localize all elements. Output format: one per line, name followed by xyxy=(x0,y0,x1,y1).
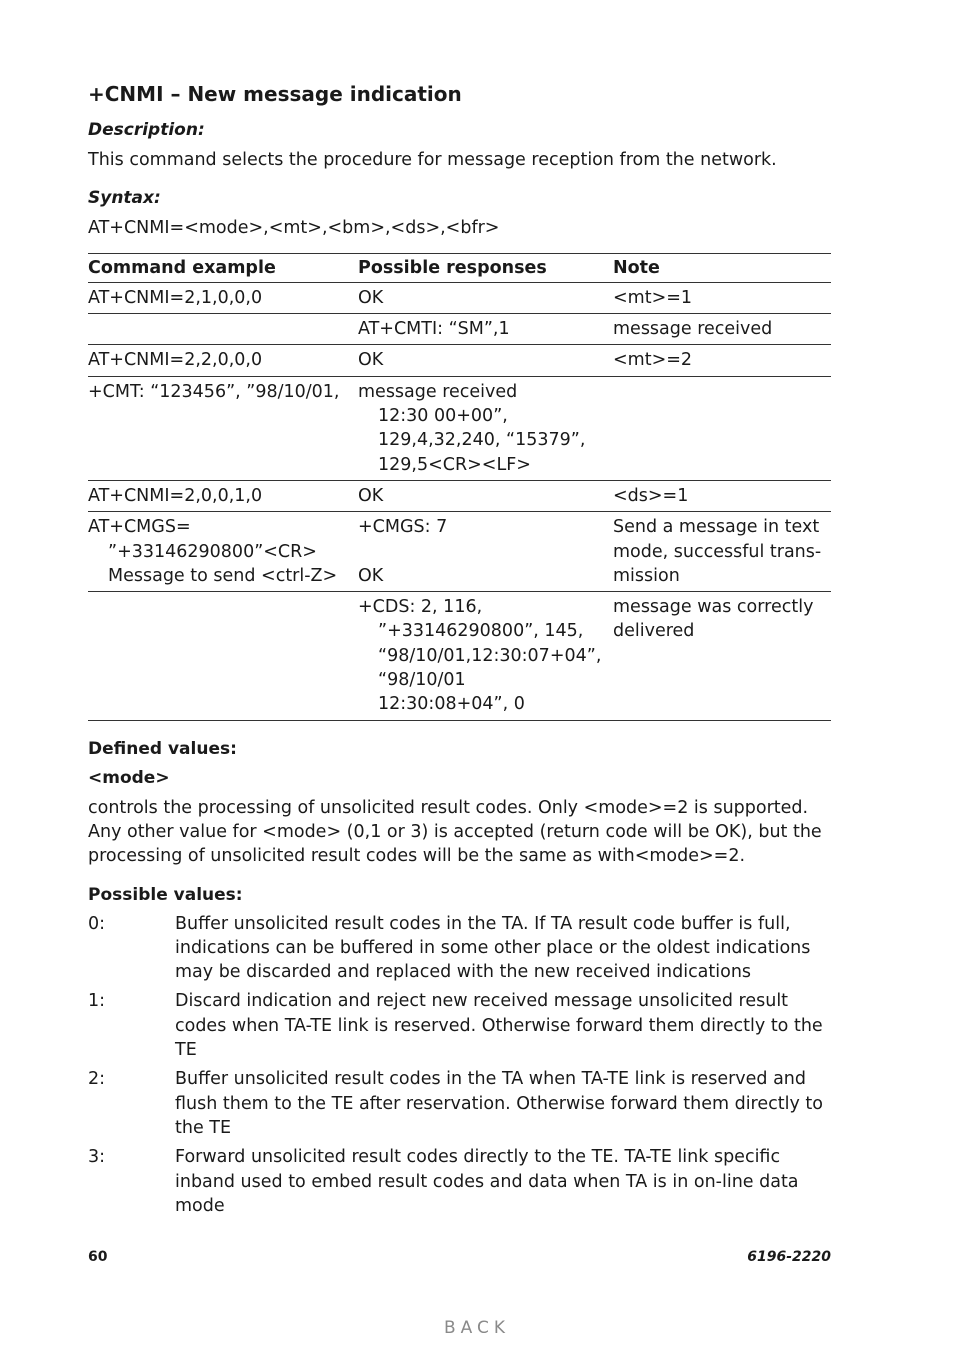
response-cell-line: OK xyxy=(358,485,384,506)
page-number: 60 xyxy=(88,1249,108,1265)
note-cell xyxy=(613,376,831,480)
table-row xyxy=(88,282,831,313)
command-cell-line xyxy=(88,317,358,341)
description-text: This command selects the procedure for message reception from the network. xyxy=(88,150,777,170)
command-cell xyxy=(88,376,358,480)
syntax-label: Syntax: xyxy=(88,188,161,209)
table-row xyxy=(88,592,831,720)
note-cell-line: Send a message in text xyxy=(613,517,820,538)
possible-value-key: 3: xyxy=(88,1147,106,1168)
response-cell-line: message received xyxy=(358,381,518,402)
response-cell xyxy=(358,480,613,511)
command-cell xyxy=(88,345,358,376)
possible-value-text: Buffer unsolicited result codes in the TA. If TA result code buffer is full, indications can be buffered in some other place or the oldest indications may be discarded and replaced with the new received indications xyxy=(175,913,811,983)
command-cell-line: AT+CNMI=2,2,0,0,0 xyxy=(88,350,263,371)
response-cell-line: 129,5<CR><LF> xyxy=(378,454,531,475)
response-cell xyxy=(358,314,613,345)
table-row xyxy=(88,314,831,345)
document-page xyxy=(88,80,831,1218)
section-title: +CNMI – New message indication xyxy=(88,82,462,106)
header-note: Note xyxy=(613,253,831,282)
possible-value-item xyxy=(88,912,831,985)
command-cell-line: AT+CMGS= xyxy=(88,517,191,538)
response-cell-line: “98/10/01 xyxy=(378,670,466,691)
response-cell-line: OK xyxy=(358,287,384,308)
response-cell-line: OK xyxy=(358,350,384,371)
possible-value-item xyxy=(88,1067,831,1140)
table-row xyxy=(88,376,831,480)
command-cell xyxy=(88,314,358,345)
note-cell-line: mode, successful trans- xyxy=(613,541,822,562)
command-cell xyxy=(88,480,358,511)
syntax-text: AT+CNMI=<mode>,<mt>,<bm>,<ds>,<bfr> xyxy=(88,218,500,239)
note-cell xyxy=(613,282,831,313)
mode-label: <mode> xyxy=(88,767,170,788)
possible-values-label: Possible values: xyxy=(88,884,243,905)
command-cell xyxy=(88,282,358,313)
note-cell-line: mission xyxy=(613,565,680,586)
response-cell xyxy=(358,376,613,480)
response-cell-line: +CMGS: 7 xyxy=(358,517,448,538)
possible-value-text: Forward unsolicited result codes directly to the TE. TA-TE link specific inband used to embed result codes and data when TA is in on-line data mode xyxy=(175,1147,799,1216)
description-label: Description: xyxy=(88,120,205,140)
note-cell-line xyxy=(613,380,831,404)
note-cell xyxy=(613,512,831,592)
response-cell-line: 129,4,32,240, “15379”, xyxy=(378,430,586,451)
command-cell-line xyxy=(88,595,358,619)
possible-values-list xyxy=(88,912,831,1219)
command-cell-line: +CMT: “123456”, ”98/10/01, xyxy=(88,381,340,402)
response-cell-line: +CDS: 2, 116, xyxy=(358,597,483,618)
possible-value-key: 0: xyxy=(88,913,106,934)
command-cell-line: AT+CNMI=2,1,0,0,0 xyxy=(88,287,263,308)
possible-value-key: 2: xyxy=(88,1069,106,1090)
header-possible-responses: Possible responses xyxy=(358,253,613,282)
command-cell xyxy=(88,592,358,720)
document-number: 6196-2220 xyxy=(747,1249,831,1265)
possible-value-text: Discard indication and reject new received message unsolicited result codes when TA-TE link is reserved. Otherwise forward them directly to the TE xyxy=(175,991,823,1061)
response-cell-line: ”+33146290800”, 145, xyxy=(378,621,584,642)
note-cell-line: <mt>=1 xyxy=(613,287,693,308)
response-cell-line: 12:30 00+00”, xyxy=(378,406,508,427)
table-row xyxy=(88,512,831,592)
response-cell-line: OK xyxy=(358,565,384,586)
defined-values-label: Defined values: xyxy=(88,738,237,759)
note-cell xyxy=(613,592,831,720)
response-cell-line: 12:30:08+04”, 0 xyxy=(378,694,525,715)
command-cell-line: Message to send <ctrl-Z> xyxy=(108,565,338,586)
possible-value-item xyxy=(88,1145,831,1218)
response-cell xyxy=(358,592,613,720)
possible-value-item xyxy=(88,989,831,1062)
note-cell xyxy=(613,345,831,376)
mode-description: controls the processing of unsolicited result codes. Only <mode>=2 is supported. Any other value for <mode> (0,1 or 3) is accepted (return code will be OK), but the processing of unsolicited result codes will be the same as with<mode>=2. xyxy=(88,797,822,867)
command-cell-line: AT+CNMI=2,0,0,1,0 xyxy=(88,485,263,506)
response-cell xyxy=(358,282,613,313)
command-cell xyxy=(88,512,358,592)
possible-value-text: Buffer unsolicited result codes in the TA when TA-TE link is reserved and flush them to the TE after reservation. Otherwise forward them directly to the TE xyxy=(175,1069,823,1138)
command-table xyxy=(88,253,831,721)
table-row xyxy=(88,345,831,376)
response-cell-line: “98/10/01,12:30:07+04”, xyxy=(378,645,602,666)
table-header-row xyxy=(88,253,831,282)
note-cell-line: <ds>=1 xyxy=(613,485,689,506)
note-cell-line: <mt>=2 xyxy=(613,350,693,371)
response-cell-line xyxy=(358,540,613,564)
header-command-example: Command example xyxy=(88,253,358,282)
note-cell-line: delivered xyxy=(613,621,695,642)
response-cell xyxy=(358,345,613,376)
note-cell xyxy=(613,314,831,345)
note-cell-line: message received xyxy=(613,319,773,340)
response-cell-line: AT+CMTI: “SM”,1 xyxy=(358,319,510,340)
note-cell-line: message was correctly xyxy=(613,597,814,618)
command-cell-line: ”+33146290800”<CR> xyxy=(108,541,317,562)
possible-value-key: 1: xyxy=(88,991,106,1012)
back-link[interactable]: BACK xyxy=(443,1318,510,1338)
table-row xyxy=(88,480,831,511)
note-cell xyxy=(613,480,831,511)
response-cell xyxy=(358,512,613,592)
